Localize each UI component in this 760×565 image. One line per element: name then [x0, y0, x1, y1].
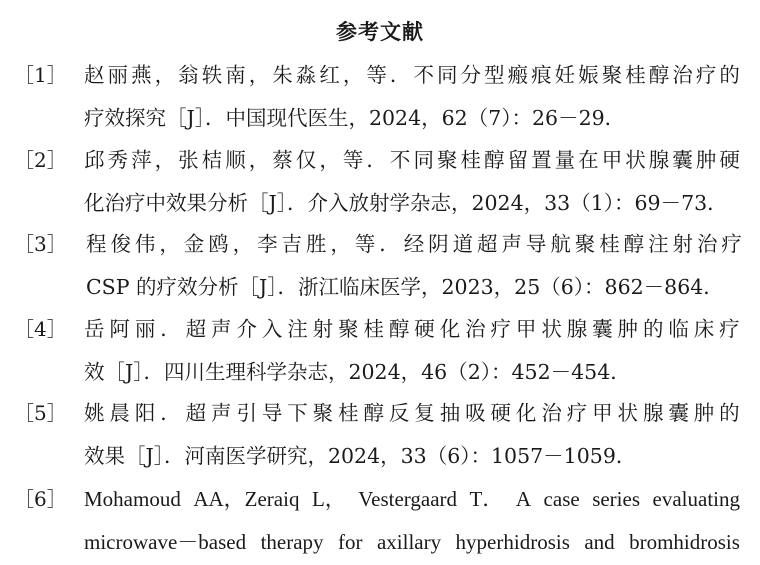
reference-line-1: 邱 秀 萍 ， 张 桔 顺 ， 蔡 仅 ， 等 ． 不 同 聚 桂 醇 留 置 量 在 甲 状 腺 囊 肿 硬 [84, 148, 740, 172]
reference-line-1: 程 俊 伟 ， 金 鸥 ， 李 吉 胜 ， 等 ． 经 阴 道 超 声 导 航 聚 桂 醇 注 射 治 疗 [86, 232, 742, 256]
references-heading: 参考文献 [336, 20, 424, 44]
reference-number: ［4］ [14, 317, 67, 341]
reference-number: ［2］ [14, 148, 67, 172]
reference-line-2: CSP 的疗效分析［J］．浙江临床医学，2023，25（6）：862－864． [86, 275, 724, 299]
reference-line-1: Mohamoud AA，Zeraiq L， Vestergaard T． A case series evaluating [84, 487, 740, 511]
reference-line-2: 化治疗中效果分析［J］．介入放射学杂志，2024，33（1）：69－73． [84, 191, 728, 215]
reference-line-1: 赵 丽 燕 ， 翁 轶 南 ， 朱 淼 红 ， 等 ． 不 同 分 型 瘢 痕 妊 娠 聚 桂 醇 治 疗 的 [84, 63, 740, 87]
reference-line-1: 岳 阿 丽 ． 超 声 介 入 注 射 聚 桂 醇 硬 化 治 疗 甲 状 腺 囊 肿 的 临 床 疗 [84, 317, 740, 341]
reference-number: ［5］ [14, 401, 67, 425]
reference-number: ［6］ [14, 487, 67, 511]
reference-line-2: 效果［J］．河南医学研究，2024，33（6）：1057－1059． [84, 444, 637, 468]
reference-line-1: 姚 晨 阳 ． 超 声 引 导 下 聚 桂 醇 反 复 抽 吸 硬 化 治 疗 甲 状 腺 囊 肿 的 [84, 401, 740, 425]
reference-line-2: 疗效探究［J］．中国现代医生，2024，62（7）：26－29． [84, 106, 626, 130]
reference-line-2: microwave－based therapy for axillary hyperhidrosis and bromhidrosis [84, 530, 740, 554]
reference-number: ［3］ [14, 232, 67, 256]
reference-number: ［1］ [14, 63, 67, 87]
reference-line-2: 效［J］．四川生理科学杂志，2024，46（2）：452－454． [84, 360, 631, 384]
